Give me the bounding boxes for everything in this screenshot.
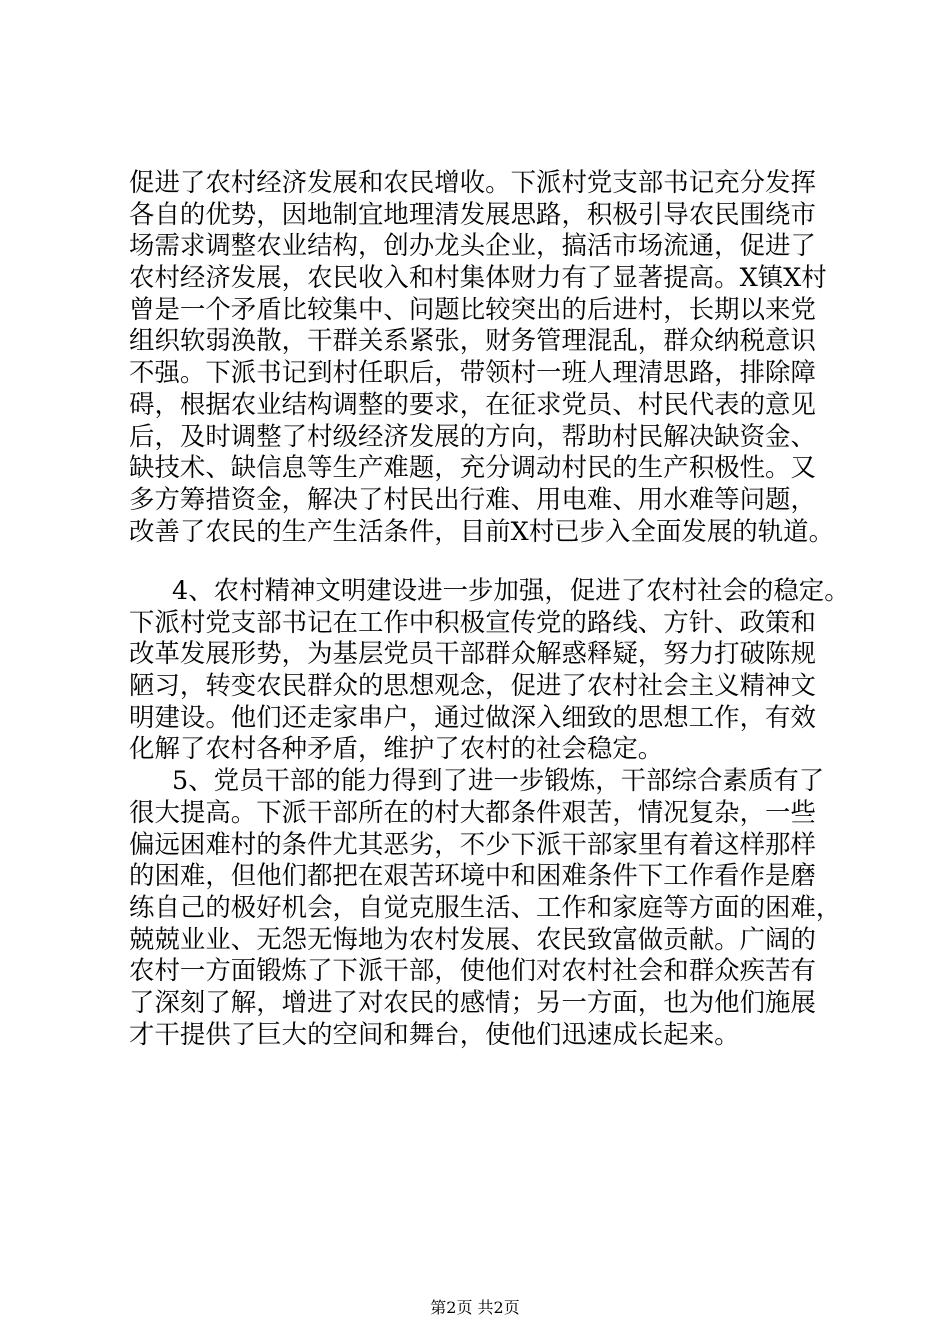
text-line: 农村经济发展，农民收入和村集体财力有了显著提高。X镇X村 xyxy=(129,262,827,293)
text-line: 的困难，但他们都把在艰苦环境中和困难条件下工作看作是磨 xyxy=(129,860,816,891)
text-line: 陋习，转变农民群众的思想观念，促进了农村社会主义精神文 xyxy=(129,670,816,701)
text-line: 练自己的极好机会，自觉克服生活、工作和家庭等方面的困难， xyxy=(129,891,842,922)
text-line: 后，及时调整了村级经济发展的方向，帮助村民解决缺资金、 xyxy=(129,420,816,451)
text-line: 多方筹措资金，解决了村民出行难、用电难、用水难等问题， xyxy=(129,483,816,514)
text-line: 很大提高。下派干部所在的村大都条件艰苦，情况复杂，一些 xyxy=(129,796,816,827)
text-line: 4、农村精神文明建设进一步加强，促进了农村社会的稳定。 xyxy=(172,575,850,605)
paragraph-continued xyxy=(129,167,849,547)
text-line: 了深刻了解，增进了对农民的感情；另一方面，也为他们施展 xyxy=(129,986,816,1017)
text-line: 曾是一个矛盾比较集中、问题比较突出的后进村，长期以来党 xyxy=(129,293,816,324)
text-line: 场需求调整农业结构，创办龙头企业，搞活市场流通，促进了 xyxy=(129,230,816,261)
text-line: 促进了农村经济发展和农民增收。下派村党支部书记充分发挥 xyxy=(129,167,816,197)
text-line: 碍，根据农业结构调整的要求，在征求党员、村民代表的意见 xyxy=(129,388,816,419)
page-number-footer: 第2页 共2页 xyxy=(430,1298,520,1317)
text-line: 组织软弱涣散，干群关系紧张，财务管理混乱，群众纳税意识 xyxy=(129,325,816,356)
text-line: 改善了农民的生产生活条件，目前X村已步入全面发展的轨道。 xyxy=(129,515,835,546)
text-line: 各自的优势，因地制宜地理清发展思路，积极引导农民围绕市 xyxy=(129,198,816,229)
text-line: 兢兢业业、无怨无悔地为农村发展、农民致富做贡献。广阔的 xyxy=(129,923,816,954)
text-line: 偏远困难村的条件尤其恶劣，不少下派干部家里有着这样那样 xyxy=(129,828,816,859)
text-line: 化解了农村各种矛盾，维护了农村的社会稳定。 xyxy=(129,733,664,764)
text-line: 农村一方面锻炼了下派干部，使他们对农村社会和群众疾苦有 xyxy=(129,955,816,986)
text-line: 5、党员干部的能力得到了进一步锻炼，干部综合素质有了 xyxy=(172,765,825,796)
text-line: 明建设。他们还走家串户，通过做深入细致的思想工作，有效 xyxy=(129,701,816,732)
text-line: 才干提供了巨大的空间和舞台，使他们迅速成长起来。 xyxy=(129,1018,740,1049)
paragraph-group xyxy=(129,575,849,1050)
text-line: 不强。下派书记到村任职后，带领村一班人理清思路，排除障 xyxy=(129,357,816,388)
text-line: 缺技术、缺信息等生产难题，充分调动村民的生产积极性。又 xyxy=(129,452,816,483)
text-line: 改革发展形势，为基层党员干部群众解惑释疑，努力打破陈规 xyxy=(129,638,816,669)
text-line: 下派村党支部书记在工作中积极宣传党的路线、方针、政策和 xyxy=(129,606,816,637)
